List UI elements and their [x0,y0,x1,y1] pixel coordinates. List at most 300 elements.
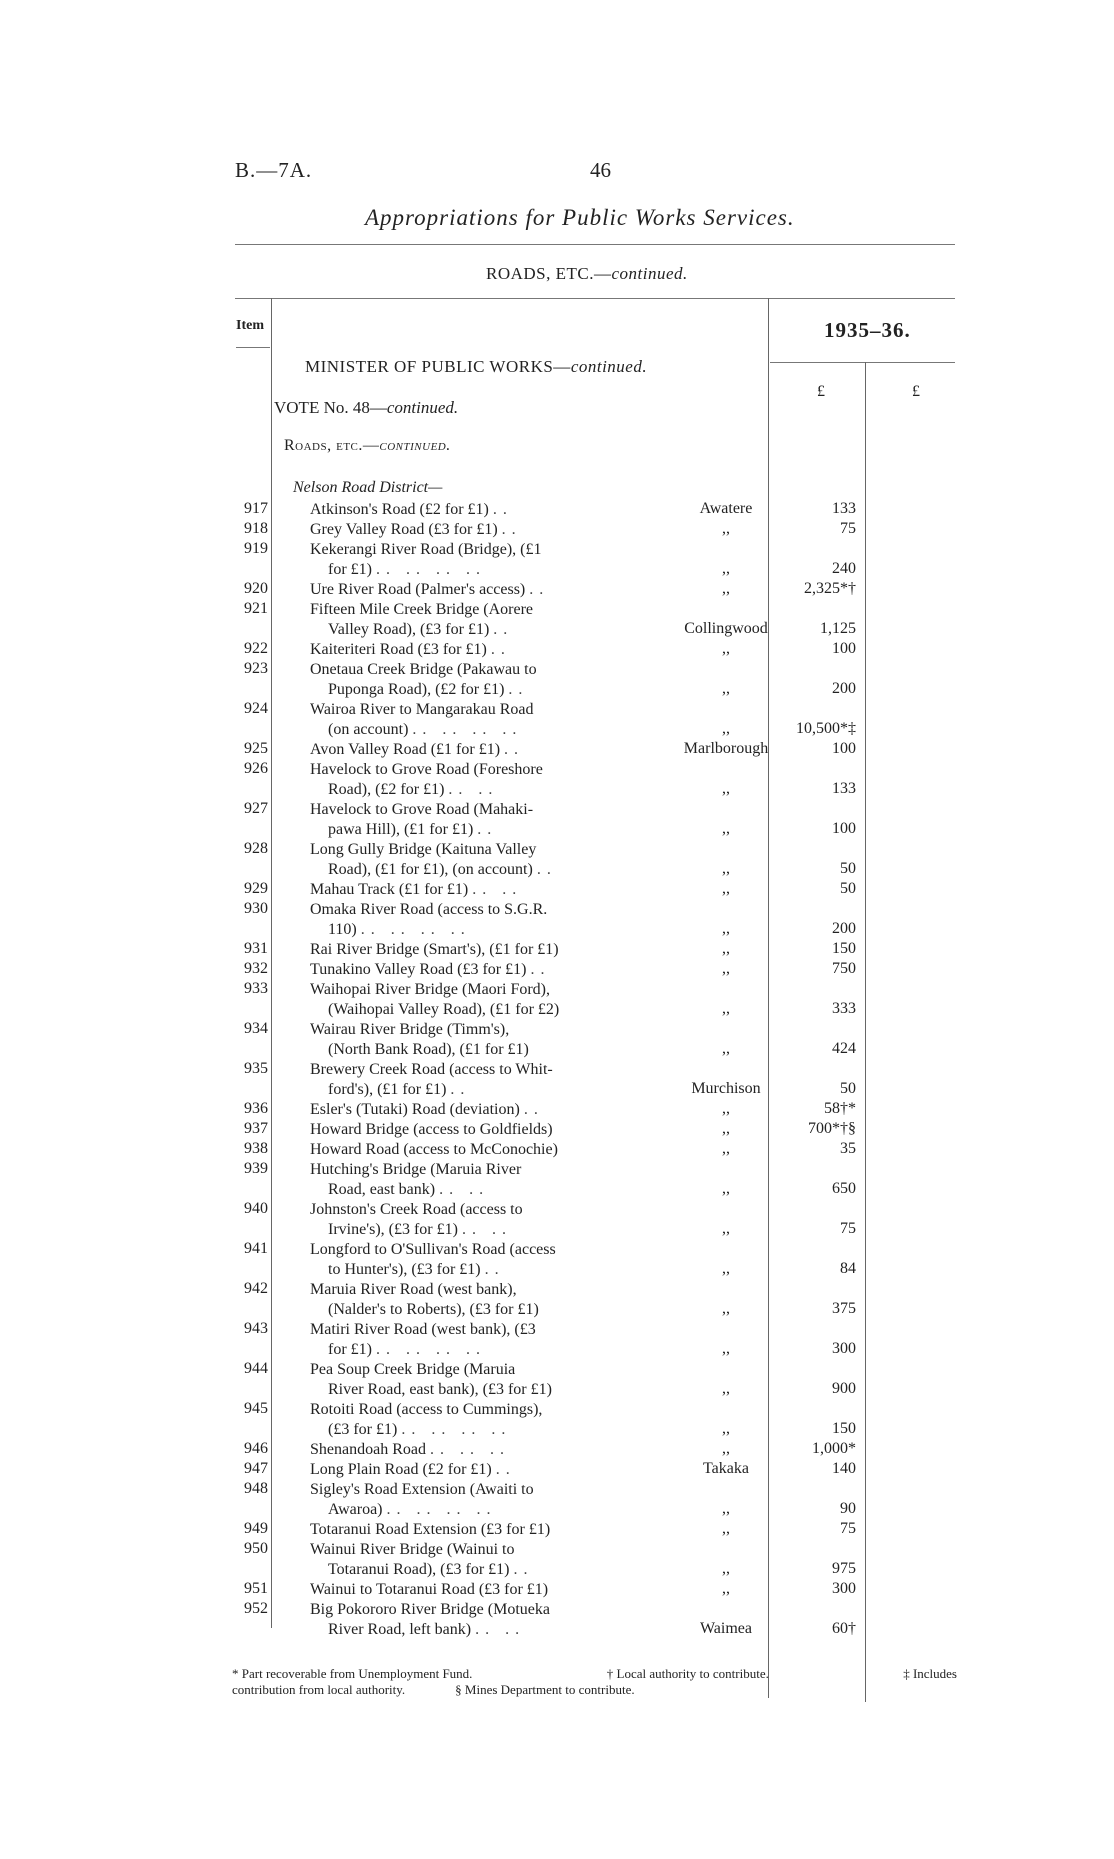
item-description [310,1360,616,1400]
description-line [310,1040,616,1060]
leader-dots: .. [493,621,514,638]
description-line [310,520,616,540]
district-heading: Nelson Road District— [293,479,443,496]
amount: 150 [832,940,856,957]
description-text: Howard Road (access to McConochie) [310,1141,558,1158]
amount: 75 [840,520,856,537]
location: ,, [722,1300,730,1317]
description-text: Valley Road), (£3 for £1) [328,621,490,638]
vote-continued: continued. [386,398,459,417]
description-line [310,1540,616,1560]
amount: 75 [840,1520,856,1537]
amount: 150 [832,1420,856,1437]
description-text: Onetaua Creek Bridge (Pakawau to [310,661,537,678]
leader-dots: .. .. .. .. [375,561,486,578]
item-number: 949 [244,1520,268,1537]
leader-dots: .. [536,861,557,878]
description-line [310,920,616,940]
description-line [310,880,616,900]
amount: 58†* [824,1100,856,1117]
description-line [310,1380,616,1400]
description-line [310,700,616,720]
description-line [310,1580,616,1600]
location: ,, [722,1420,730,1437]
amount: 60† [832,1620,856,1637]
description-text: Road), (£1 for £1), (on account) [328,861,533,878]
description-text: Awaroa) [328,1501,383,1518]
amount: 300 [832,1340,856,1357]
subsection-text: Roads, etc.— [284,437,380,454]
item-number: 927 [244,800,268,817]
description-line [310,660,616,680]
location: Awatere [699,500,753,517]
item-description [310,1400,616,1440]
item-description [310,800,616,840]
description-text: Fifteen Mile Creek Bridge (Aorere [310,601,534,618]
item-description [310,600,616,640]
amount: 424 [832,1040,856,1057]
description-text: (North Bank Road), (£1 for £1) [328,1041,529,1058]
description-line [310,1180,616,1200]
leader-dots: .. [523,1101,544,1118]
description-text: Longford to O'Sullivan's Road (access [310,1241,556,1258]
subsection-heading [284,437,451,455]
leader-dots: .. [477,821,498,838]
year-column-header: 1935–36. [824,318,911,342]
amount: 300 [832,1580,856,1597]
footnote-dagger: † Local authority to contribute. [606,1666,769,1681]
location: ,, [722,960,730,977]
item-number: 930 [244,900,268,917]
location: ,, [722,1140,730,1157]
amount: 50 [840,860,856,877]
section-title-text: ROADS, ETC.— [486,264,612,283]
item-number: 928 [244,840,268,857]
item-description [310,740,616,760]
amount: 50 [840,880,856,897]
item-number: 932 [244,960,268,977]
item-description [310,960,616,980]
ministry-continued: continued. [570,357,648,376]
description-line [310,1400,616,1420]
description-text: Havelock to Grove Road (Mahaki- [310,801,534,818]
item-number: 942 [244,1280,268,1297]
item-number: 923 [244,660,268,677]
description-line [310,720,616,740]
amount: 333 [832,1000,856,1017]
item-description [310,880,616,900]
description-line [310,1360,616,1380]
document-reference: B.—7A. [235,158,313,182]
description-text: Road, east bank) [328,1181,436,1198]
footnotes [232,1666,957,1698]
item-header-rule [236,347,270,348]
item-description [310,580,616,600]
location: ,, [722,1560,730,1577]
amount: 200 [832,680,856,697]
item-number: 925 [244,740,268,757]
description-line [310,980,616,1000]
item-description [310,1540,616,1580]
description-text: Irvine's), (£3 for £1) [328,1221,458,1238]
amount: 10,500*‡ [796,720,856,737]
description-text: Havelock to Grove Road (Foreshore [310,761,543,778]
location: ,, [722,1580,730,1597]
description-text: (on account) [328,721,409,738]
description-text: Wairoa River to Mangarakau Road [310,701,534,718]
description-text: Kekerangi River Road (Bridge), (£1 [310,541,542,558]
location: ,, [722,860,730,877]
location: ,, [722,1440,730,1457]
item-number: 935 [244,1060,268,1077]
title-rule [235,244,955,245]
location: ,, [722,940,730,957]
leader-dots: .. .. [475,1621,526,1638]
item-description [310,1460,616,1480]
leader-dots: .. [530,961,551,978]
section-title-continued: continued. [611,264,688,283]
description-line [310,600,616,620]
amount: 100 [832,640,856,657]
location: ,, [722,820,730,837]
item-description [310,760,616,800]
item-description [310,1200,616,1240]
item-number: 929 [244,880,268,897]
item-description [310,1520,616,1540]
description-line [310,1080,616,1100]
description-text: Big Pokororo River Bridge (Motueka [310,1601,550,1618]
leader-dots: .. [529,581,550,598]
item-description [310,1580,616,1600]
description-line [310,1000,616,1020]
amount: 75 [840,1220,856,1237]
year-header-rule [770,362,955,363]
location: ,, [722,1180,730,1197]
amount: 240 [832,560,856,577]
description-text: Esler's (Tutaki) Road (deviation) [310,1101,520,1118]
leader-dots: .. .. .. .. [375,1341,486,1358]
item-number: 952 [244,1600,268,1617]
description-text: Totaranui Road Extension (£3 for £1) [310,1521,551,1538]
description-line [310,820,616,840]
location: Collingwood [684,620,768,637]
item-number: 938 [244,1140,268,1157]
description-text: Maruia River Road (west bank), [310,1281,517,1298]
description-text: Kaiteriteri Road (£3 for £1) [310,641,487,658]
amount: 84 [840,1260,856,1277]
amount: 50 [840,1080,856,1097]
description-text: Long Plain Road (£2 for £1) [310,1461,492,1478]
amount: 100 [832,820,856,837]
leader-dots: .. .. .. .. [401,1421,512,1438]
description-text: Ure River Road (Palmer's access) [310,581,526,598]
description-line [310,1440,616,1460]
location: ,, [722,520,730,537]
item-description [310,1320,616,1360]
leader-dots: .. [484,1261,505,1278]
amount: 975 [832,1560,856,1577]
description-text: for £1) [328,1341,372,1358]
page-number: 46 [590,158,611,182]
location: ,, [722,580,730,597]
description-line [310,1600,616,1620]
item-number: 937 [244,1120,268,1137]
location: ,, [722,640,730,657]
description-line [310,1100,616,1120]
description-text: (Waihopai Valley Road), (£1 for £2) [328,1001,560,1018]
amount: 900 [832,1380,856,1397]
leader-dots: .. .. .. .. [360,921,471,938]
description-line [310,940,616,960]
description-text: Waihopai River Bridge (Maori Ford), [310,981,550,998]
description-line [310,1260,616,1280]
description-line [310,740,616,760]
description-text: Puponga Road), (£2 for £1) [328,681,505,698]
currency-header-2: £ [912,383,920,400]
item-number: 941 [244,1240,268,1257]
currency-header-1: £ [817,383,825,400]
leader-dots: .. [501,521,522,538]
description-text: Brewery Creek Road (access to Whit- [310,1061,553,1078]
location: Takaka [703,1460,749,1477]
description-text: River Road, east bank), (£3 for £1) [328,1381,552,1398]
amount: 2,325*† [804,580,856,597]
description-text: pawa Hill), (£1 for £1) [328,821,474,838]
description-text: Omaka River Road (access to S.G.R. [310,901,548,918]
location: ,, [722,680,730,697]
description-line [310,1300,616,1320]
description-text: Pea Soup Creek Bridge (Maruia [310,1361,516,1378]
description-line [310,1320,616,1340]
description-line [310,860,616,880]
leader-dots: .. [450,1081,471,1098]
item-number: 919 [244,540,268,557]
description-line [310,1340,616,1360]
item-description [310,1060,616,1100]
description-text: Road), (£2 for £1) [328,781,445,798]
item-column-divider [271,298,272,1628]
item-number: 933 [244,980,268,997]
description-text: Sigley's Road Extension (Awaiti to [310,1481,534,1498]
description-line [310,760,616,780]
item-description [310,1160,616,1200]
amount: 375 [832,1300,856,1317]
leader-dots: .. [495,1461,516,1478]
description-line [310,1200,616,1220]
description-line [310,840,616,860]
amount: 140 [832,1460,856,1477]
description-text: (£3 for £1) [328,1421,398,1438]
item-description [310,700,616,740]
item-description [310,660,616,700]
amount: 200 [832,920,856,937]
item-description [310,940,616,960]
description-line [310,1140,616,1160]
description-line [310,1460,616,1480]
amount: 133 [832,500,856,517]
page-title: Appropriations for Public Works Services. [365,205,795,230]
description-line [310,1560,616,1580]
description-line [310,1220,616,1240]
location: ,, [722,920,730,937]
description-line [310,1620,616,1640]
description-line [310,500,616,520]
description-line [310,1060,616,1080]
location: ,, [722,1380,730,1397]
amount: 90 [840,1500,856,1517]
leader-dots: .. [508,681,529,698]
location: ,, [722,880,730,897]
description-line [310,560,616,580]
location: Murchison [691,1080,761,1097]
leader-dots: .. [513,1561,534,1578]
description-text: Tunakino Valley Road (£3 for £1) [310,961,527,978]
description-line [310,900,616,920]
description-text: Rotoiti Road (access to Cummings), [310,1401,543,1418]
description-text: Totaranui Road), (£3 for £1) [328,1561,510,1578]
description-text: Johnston's Creek Road (access to [310,1201,523,1218]
item-number: 946 [244,1440,268,1457]
vote-heading [274,398,458,418]
amount: 100 [832,740,856,757]
item-description [310,500,616,520]
description-text: Mahau Track (£1 for £1) [310,881,469,898]
description-line [310,580,616,600]
footnote-section: § Mines Department to contribute. [455,1682,635,1697]
location: Waimea [699,1620,752,1637]
item-number: 924 [244,700,268,717]
amount: 1,125 [820,620,856,637]
description-line [310,1280,616,1300]
item-number: 945 [244,1400,268,1417]
description-line [310,1420,616,1440]
location: ,, [722,720,730,737]
description-text: to Hunter's), (£3 for £1) [328,1261,481,1278]
location: ,, [722,560,730,577]
leader-dots: .. [492,501,513,518]
description-text: Avon Valley Road (£1 for £1) [310,741,501,758]
description-line [310,1520,616,1540]
location: ,, [722,1120,730,1137]
item-column-header: Item [236,318,264,333]
item-number: 947 [244,1460,268,1477]
description-text: Long Gully Bridge (Kaituna Valley [310,841,537,858]
vote-text: VOTE No. 48— [274,398,387,417]
item-number: 918 [244,520,268,537]
amount: 133 [832,780,856,797]
item-description [310,840,616,880]
description-text: ford's), (£1 for £1) [328,1081,447,1098]
item-description [310,1280,616,1320]
item-description [310,1240,616,1280]
location: ,, [722,1520,730,1537]
description-text: Shenandoah Road [310,1441,426,1458]
item-description [310,1100,616,1120]
item-number: 948 [244,1480,268,1497]
description-text: Wairau River Bridge (Timm's), [310,1021,510,1038]
amount: 1,000* [812,1440,856,1457]
section-title [486,264,688,284]
item-number: 944 [244,1360,268,1377]
item-description [310,1140,616,1160]
item-number: 939 [244,1160,268,1177]
description-text: Wainui River Bridge (Wainui to [310,1541,515,1558]
item-description [310,520,616,540]
leader-dots: .. .. .. .. [412,721,523,738]
description-text: 110) [328,921,357,938]
description-line [310,680,616,700]
item-number: 917 [244,500,268,517]
location: ,, [722,1220,730,1237]
item-description [310,1440,616,1460]
item-description [310,640,616,660]
location: ,, [722,1340,730,1357]
description-line [310,1240,616,1260]
item-description [310,1020,616,1060]
item-description [310,1480,616,1520]
description-text: for £1) [328,561,372,578]
item-number: 936 [244,1100,268,1117]
description-line [310,540,616,560]
description-text: Rai River Bridge (Smart's), (£1 for £1) [310,941,559,958]
location: ,, [722,1000,730,1017]
description-line [310,1500,616,1520]
leader-dots: .. .. [439,1181,490,1198]
footnote-ddagger: ‡ Includes [903,1666,957,1681]
amount: 700*†§ [808,1120,856,1137]
second-amount-column-divider [865,362,866,1702]
footnote-star: * Part recoverable from Unemployment Fund. [232,1666,473,1681]
leader-dots: .. .. .. .. [386,1501,497,1518]
item-description [310,540,616,580]
description-text: Grey Valley Road (£3 for £1) [310,521,498,538]
table-top-rule [235,298,955,299]
leader-dots: .. [504,741,525,758]
amount: 35 [840,1140,856,1157]
item-number: 934 [244,1020,268,1037]
footnote-line-2 [232,1682,957,1698]
location: ,, [722,1040,730,1057]
item-number: 926 [244,760,268,777]
item-number: 922 [244,640,268,657]
ministry-heading [305,357,647,377]
description-text: Wainui to Totaranui Road (£3 for £1) [310,1581,549,1598]
leader-dots: .. .. [461,1221,512,1238]
footnote-line-1 [232,1666,957,1682]
description-line [310,1020,616,1040]
item-description [310,900,616,940]
description-text: Hutching's Bridge (Maruia River [310,1161,522,1178]
location: ,, [722,780,730,797]
location: ,, [722,1100,730,1117]
description-line [310,780,616,800]
item-description [310,1600,616,1640]
location: ,, [722,1260,730,1277]
description-line [310,800,616,820]
item-number: 940 [244,1200,268,1217]
subsection-continued: continued. [379,437,451,454]
description-text: Atkinson's Road (£2 for £1) [310,501,489,518]
item-number: 943 [244,1320,268,1337]
item-description [310,980,616,1020]
description-text: Matiri River Road (west bank), (£3 [310,1321,536,1338]
item-number: 931 [244,940,268,957]
ministry-text: MINISTER OF PUBLIC WORKS— [305,357,571,376]
leader-dots: .. [490,641,511,658]
description-line [310,1120,616,1140]
description-text: Howard Bridge (access to Goldfields) [310,1121,553,1138]
description-line [310,640,616,660]
